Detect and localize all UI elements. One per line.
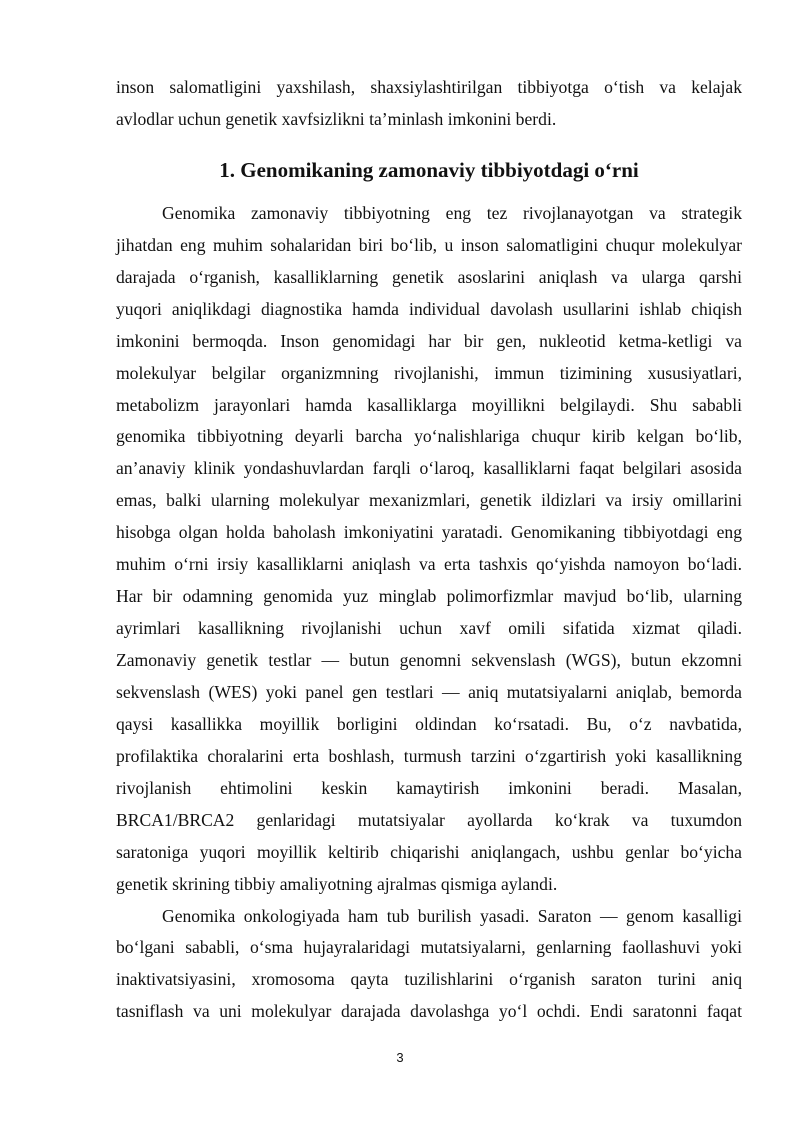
text-line: profilaktika choralarini erta boshlash, turmush tarzini o‘zgartirish yoki kasallikning xyxy=(116,745,742,766)
text-line: Genomika zamonaviy tibbiyotning eng tez rivojlanayotgan va strategik xyxy=(162,202,742,223)
text-line: bo‘lgani sababli, o‘sma hujayralaridagi mutatsiyalarni, genlarning faollashuvi yoki xyxy=(116,937,742,958)
text-line: darajada o‘rganish, kasalliklarning genetik asoslarini aniqlash va ularga qarshi xyxy=(116,266,742,287)
text-line: metabolizm jarayonlari hamda kasalliklarga moyillikni belgilaydi. Shu sababli xyxy=(116,394,742,415)
text-line: inaktivatsiyasini, xromosoma qayta tuzilishlarini o‘rganish saraton turini aniq xyxy=(116,969,742,990)
text-line: genomika tibbiyotning deyarli barcha yo‘nalishlariga chuqur kirib kelgan bo‘lib, xyxy=(116,426,742,447)
text-line: Har bir odamning genomida yuz minglab polimorfizmlar mavjud bo‘lib, ularning xyxy=(116,586,742,607)
intro-paragraph xyxy=(116,72,742,136)
text-line: emas, balki ularning molekulyar mexanizmlari, genetik ildizlari va irsiy omillarini xyxy=(116,490,742,511)
text-line: ayrimlari kasallikning rivojlanishi uchun xavf omili sifatida xizmat qiladi. xyxy=(116,618,742,639)
paragraph-1 xyxy=(116,198,742,901)
text-line: yuqori aniqlikdagi diagnostika hamda individual davolash usullarini ishlab chiqish xyxy=(116,298,742,319)
text-line: qaysi kasallikka moyillik borligini oldindan ko‘rsatadi. Bu, o‘z navbatida, xyxy=(116,713,742,734)
text-line: BRCA1/BRCA2 genlaridagi mutatsiyalar ayollarda ko‘krak va tuxumdon xyxy=(116,809,742,830)
text-line: molekulyar belgilar organizmning rivojlanishi, immun tizimining xususiyatlari, xyxy=(116,362,742,383)
paragraph-2 xyxy=(116,901,742,1029)
text-line: inson salomatligini yaxshilash, shaxsiylashtirilgan tibbiyotga o‘tish va kelajak xyxy=(116,77,742,97)
text-line: muhim o‘rni irsiy kasalliklarni aniqlash va erta tashxis qo‘yishda namoyon bo‘ladi. xyxy=(116,554,742,575)
page-number: 3 xyxy=(396,1050,404,1065)
section-heading: 1. Genomikaning zamonaviy tibbiyotdagi o‘rni xyxy=(219,157,639,182)
text-line: saratoniga yuqori moyillik keltirib chiqarishi aniqlangach, ushbu genlar bo‘yicha xyxy=(116,841,742,862)
text-line: imkonini bermoqda. Inson genomidagi har bir gen, nukleotid ketma-ketligi va xyxy=(116,330,742,351)
document-page xyxy=(116,72,742,1028)
text-line: Zamonaviy genetik testlar — butun genomni sekvenslash (WGS), butun ekzomni xyxy=(116,650,742,670)
text-line: hisobga olgan holda baholash imkoniyatini yaratadi. Genomikaning tibbiyotdagi eng xyxy=(116,522,742,543)
text-line: genetik skrining tibbiy amaliyotning ajralmas qismiga aylandi. xyxy=(116,873,558,894)
text-line: an’anaviy klinik yondashuvlardan farqli o‘laroq, kasalliklarni faqat belgilari asosida xyxy=(116,458,742,479)
text-line: jihatdan eng muhim sohalaridan biri bo‘lib, u inson salomatligini chuqur molekulyar xyxy=(116,234,742,255)
text-line: sekvenslash (WES) yoki panel gen testlari — aniq mutatsiyalarni aniqlab, bemorda xyxy=(116,681,742,702)
text-line: rivojlanish ehtimolini keskin kamaytirish imkonini beradi. Masalan, xyxy=(116,777,742,798)
text-line: Genomika onkologiyada ham tub burilish yasadi. Saraton — genom kasalligi xyxy=(162,905,742,926)
text-line: tasniflash va uni molekulyar darajada davolashga yo‘l ochdi. Endi saratonni faqat xyxy=(116,1001,742,1022)
text-line: avlodlar uchun genetik xavfsizlikni ta’minlash imkonini berdi. xyxy=(116,108,557,129)
